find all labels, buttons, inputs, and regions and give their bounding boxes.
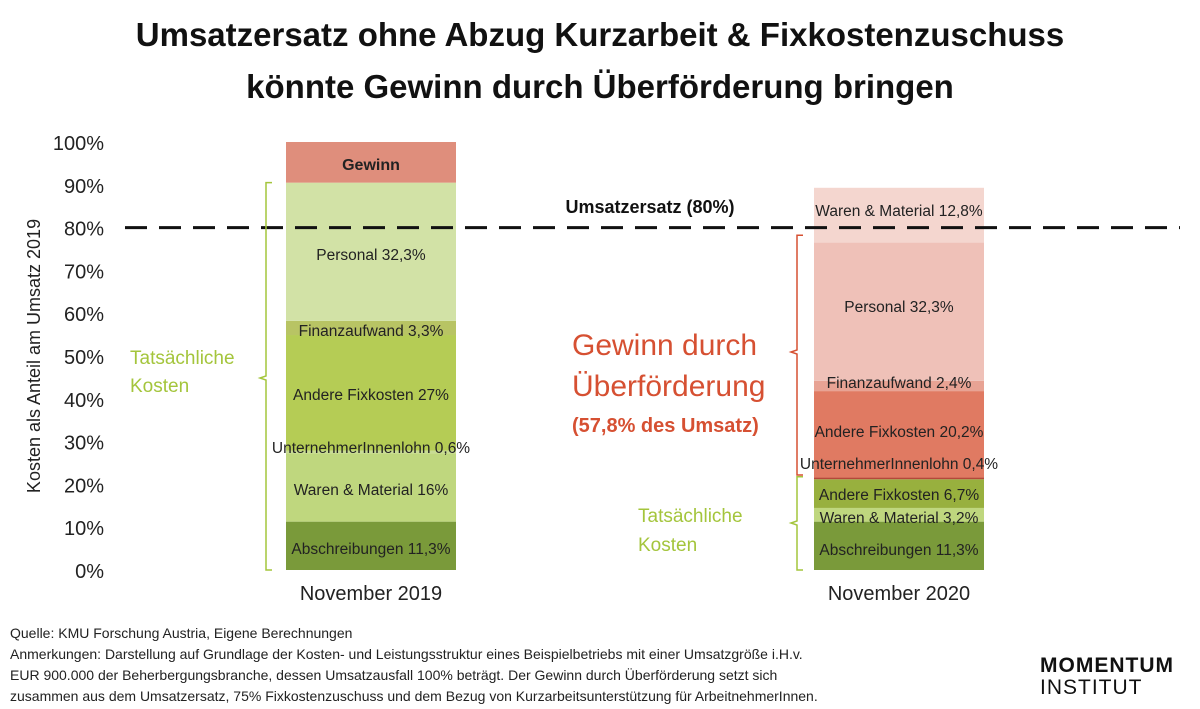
x-category-label: November 2020 [827,583,971,605]
momentum-institut-logo [1040,655,1174,699]
annotation-ueberfoerderung-sub: (57,8% des Umsatz) [572,415,759,437]
y-tick-label: 90% [63,175,104,198]
remark-line-2: EUR 900.000 der Beherbergungsbranche, dessen Umsatzausfall 100% beträgt. Der Gewinn durch Überförderung setzt sich [10,667,778,683]
annotation-ueberfoerderung-line1: Gewinn durch [572,329,758,362]
x-category-label: November 2019 [299,583,443,605]
bar-segment-label: Personal 32,3% [844,299,954,316]
annotation-tatsaechliche-2020-line2: Kosten [638,535,698,556]
y-tick-label: 30% [63,432,104,455]
annotation-tatsaechliche-2020-line1: Tatsächliche [638,506,743,527]
bar-segment-label: Abschreibungen 11,3% [819,542,979,559]
y-tick-label: 50% [63,347,104,369]
bar-segment-label: UnternehmerInnenlohn 0,4% [799,456,999,473]
y-tick-label: 80% [63,218,104,241]
annotation-tatsaechliche-2019-line1: Tatsächliche [130,348,235,369]
remark-line-1: Anmerkungen: Darstellung auf Grundlage der Kosten- und Leistungsstruktur eines Beispielbetriebs mit einer Umsatzgröße i.H.v. [10,646,803,662]
y-tick-label: 20% [63,475,104,498]
y-tick-label: 0% [75,561,104,583]
reference-line-label: Umsatzersatz (80%) [565,197,735,217]
bar-segment-label: Andere Fixkosten 27% [293,387,449,404]
bracket-tatsaechliche-2020 [791,477,803,570]
bar-segment-label: Gewinn [342,157,400,174]
bar-segment [814,478,984,480]
y-tick-label: 40% [63,389,104,412]
y-tick-label: 100% [52,133,104,155]
bar-segment-label: Andere Fixkosten 6,7% [818,487,980,504]
bar-segment-label: Waren & Material 16% [293,482,449,499]
bar-segment-label: UnternehmerInnenlohn 0,6% [271,440,471,457]
remark-line-3: zusammen aus dem Umsatzersatz, 75% Fixkostenzuschuss und dem Bezug von Kurzarbeitsunterstützung für ArbeitnehmerInnen. [10,688,818,704]
annotation-ueberfoerderung-line2: Überförderung [572,370,766,403]
y-tick-label: 10% [63,518,104,541]
y-tick-label: 70% [63,261,104,284]
bar-segment-label: Finanzaufwand 3,3% [298,323,444,340]
bar-segment-label: Waren & Material 12,8% [815,203,983,220]
logo-line-1: MOMENTUM [1040,654,1174,677]
bracket-tatsaechliche-2019 [260,183,272,570]
y-tick-label: 60% [63,304,104,327]
annotation-tatsaechliche-2019-line2: Kosten [130,376,190,397]
chart-title-line2: könnte Gewinn durch Überförderung bringen [246,68,954,105]
bar-segment-label: Abschreibungen 11,3% [291,541,451,558]
bar-segment-label: Andere Fixkosten 20,2% [814,424,984,441]
bracket-ueberfoerderung [791,235,803,475]
source-note: Quelle: KMU Forschung Austria, Eigene Berechnungen [10,625,353,641]
logo-line-2: INSTITUT [1040,676,1143,699]
bar-segment-label: Finanzaufwand 2,4% [826,375,972,392]
bar-segment-label: Personal 32,3% [316,247,426,264]
chart-title-line1: Umsatzersatz ohne Abzug Kurzarbeit & Fixkostenzuschuss [135,16,1065,53]
bar-segment-label: Waren & Material 3,2% [819,510,979,527]
y-axis-label: Kosten als Anteil am Umsatz 2019 [24,218,44,494]
